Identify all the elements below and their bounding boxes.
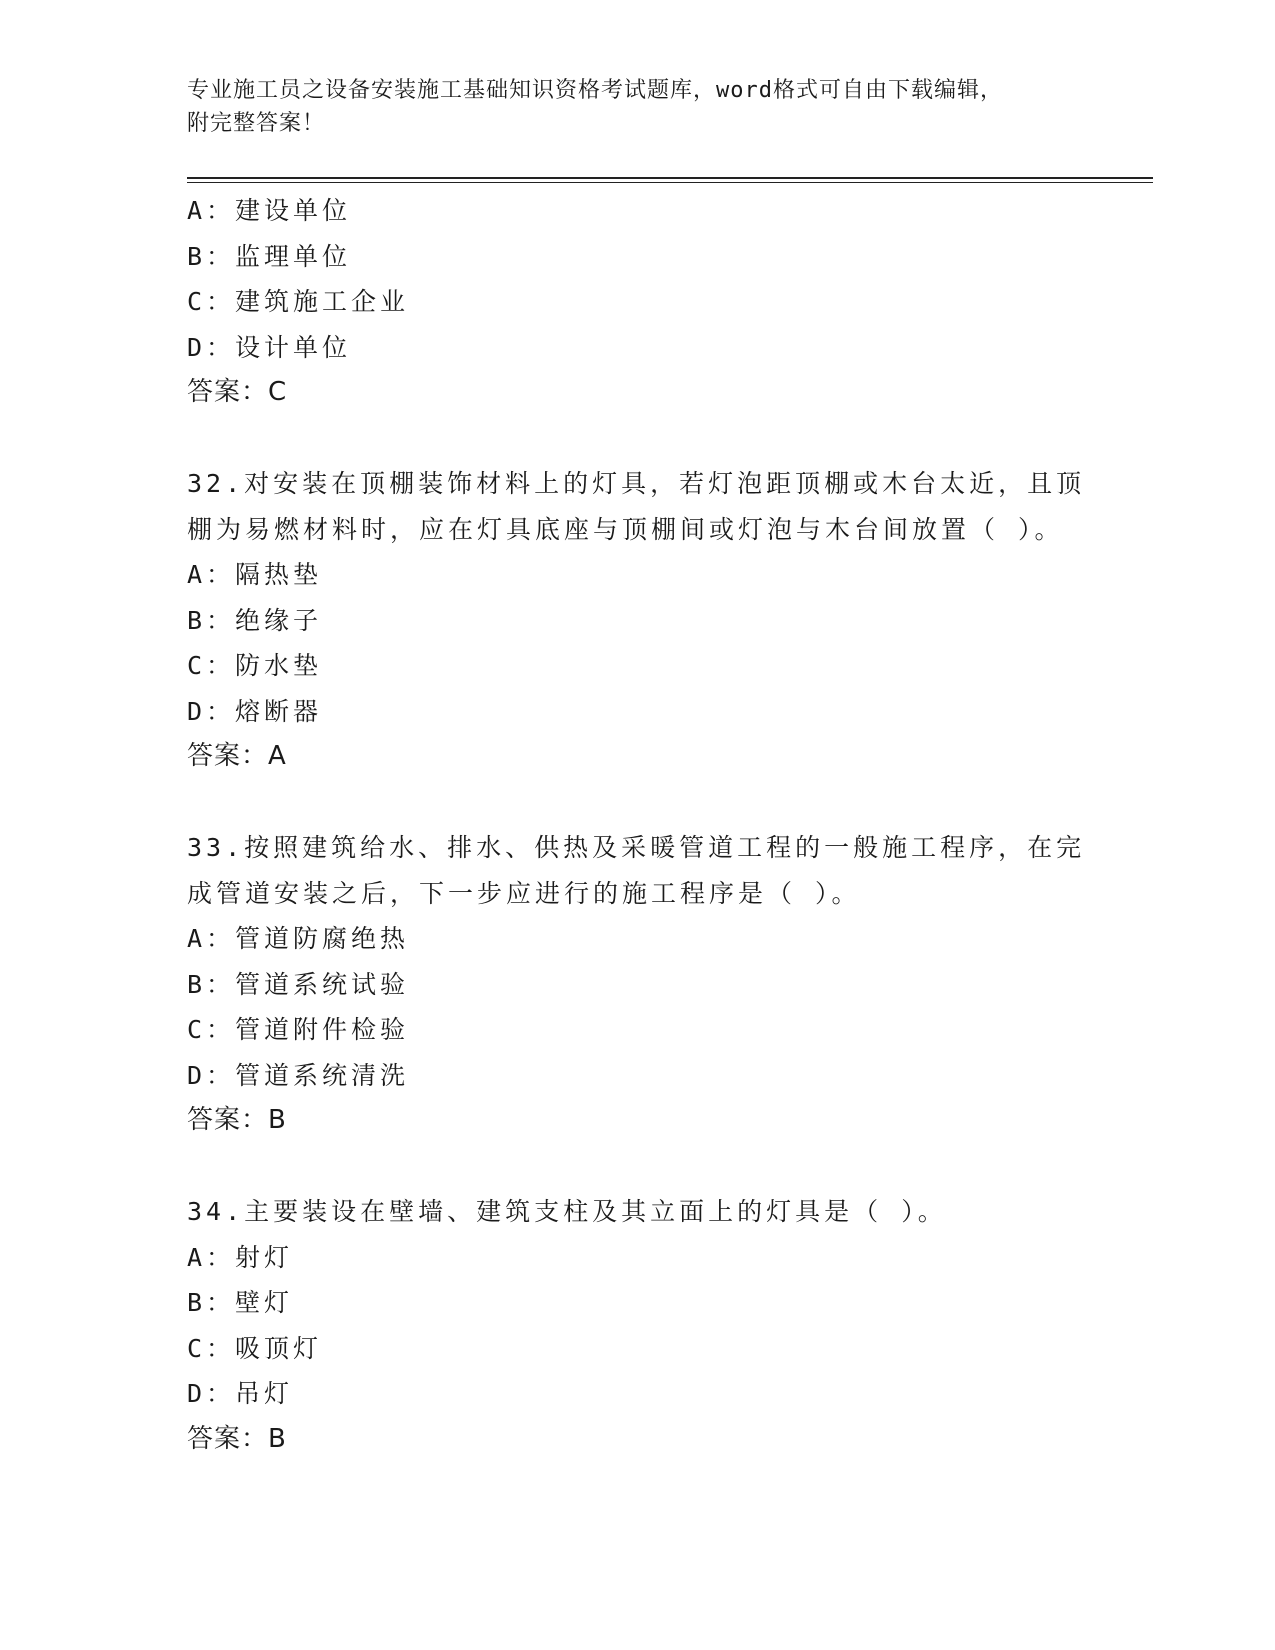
block-spacer	[187, 1144, 1087, 1190]
option-a: A：射灯	[187, 1242, 294, 1272]
option-a: A：隔热垫	[187, 560, 323, 589]
question-stem-line: 33.按照建筑给水、排水、供热及采暖管道工程的一般施工程序，在完	[187, 833, 1086, 862]
header-divider	[187, 177, 1153, 183]
question-stem-line: 棚为易燃材料时，应在灯具底座与顶棚间或灯泡与木台间放置（ ）。	[187, 514, 1064, 544]
question-block	[187, 188, 1087, 416]
question-block	[187, 461, 1087, 780]
option-d: D：吊灯	[187, 1379, 294, 1408]
header-line-1: 专业施工员之设备安装施工基础知识资格考试题库，word格式可自由下载编辑，	[187, 78, 1003, 103]
option-d: D：管道系统清洗	[187, 1060, 410, 1090]
option-c: C：管道附件检验	[187, 1015, 410, 1044]
question-block	[187, 1189, 1087, 1462]
answer-line: 答案：B	[187, 1423, 287, 1454]
answer-line: 答案：C	[187, 377, 288, 407]
question-block	[187, 825, 1087, 1144]
question-stem-line: 32.对安装在顶棚装饰材料上的灯具，若灯泡距顶棚或木台太近，且顶	[187, 469, 1086, 498]
answer-line: 答案：B	[187, 1105, 287, 1135]
header-line-2: 附完整答案！	[187, 111, 326, 136]
option-b: B：绝缘子	[187, 605, 323, 635]
option-a: A：建设单位	[187, 196, 352, 225]
option-b: B：监理单位	[187, 241, 352, 271]
question-stem-line: 34.主要装设在壁墙、建筑支柱及其立面上的灯具是（ ）。	[187, 1197, 947, 1226]
option-b: B：管道系统试验	[187, 969, 410, 999]
option-c: C：防水垫	[187, 651, 323, 680]
option-d: D：熔断器	[187, 696, 323, 726]
question-list	[187, 188, 1087, 1462]
option-a: A：管道防腐绝热	[187, 924, 410, 953]
block-spacer	[187, 780, 1087, 826]
option-c: C：建筑施工企业	[187, 287, 410, 316]
answer-line: 答案：A	[187, 741, 287, 771]
block-spacer	[187, 416, 1087, 462]
option-d: D：设计单位	[187, 332, 352, 362]
question-stem-line: 成管道安装之后，下一步应进行的施工程序是（ ）。	[187, 878, 861, 908]
option-c: C：吸顶灯	[187, 1333, 323, 1363]
option-b: B：壁灯	[187, 1288, 294, 1317]
document-header	[187, 74, 1087, 140]
